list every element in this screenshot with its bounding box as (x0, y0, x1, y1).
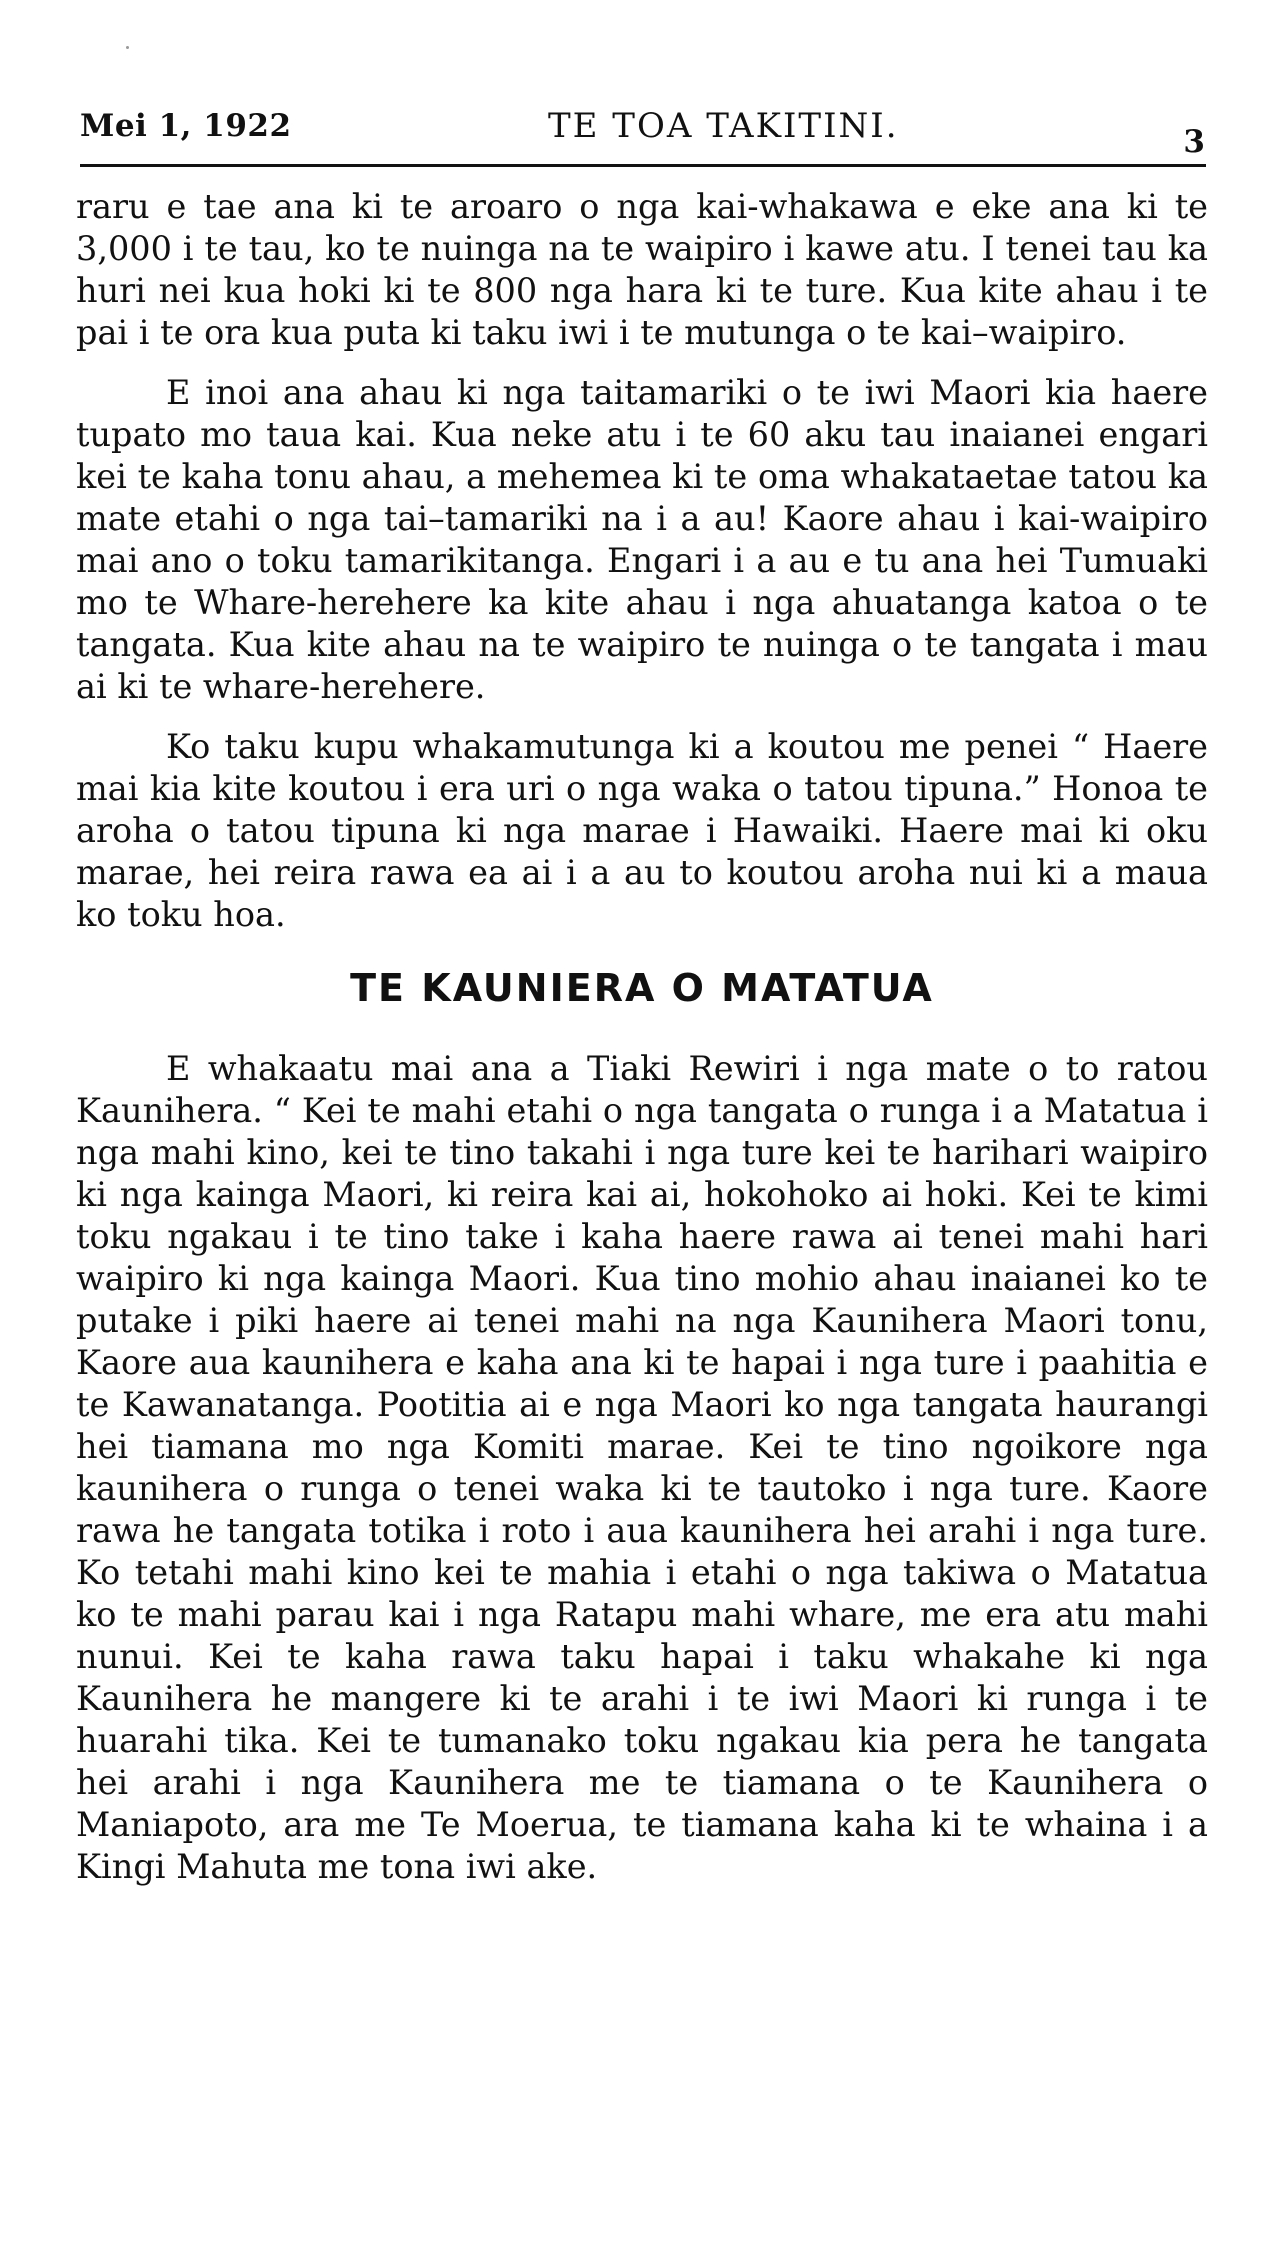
paragraph-closing-words: Ko taku kupu whakamutunga ki a koutou me penei “ Haere mai kia kite koutou i era uri o nga waka o tatou tipuna.” Honoa te aroha o tatou tipuna ki nga marae i Hawaiki. Haere mai ki oku marae, hei reira rawa ea ai i a au to koutou aroha nui ki a maua ko toku hoa. (76, 727, 1208, 934)
page-number: 3 (1183, 124, 1205, 160)
paragraph-advice-to-youth: E inoi ana ahau ki nga taitamariki o te iwi Maori kia haere tupato mo taua kai. Kua neke atu i te 60 aku tau inaianei engari kei te kaha tonu ahau, a mehemea ki te oma whakataetae tatou ka mate etahi o nga tai–tamariki na i a au! Kaore ahau i kai-waipiro mai ano o toku tamarikitanga. Engari i a au e tu ana hei Tumuaki mo te Whare-herehere ka kite ahau i nga ahuatanga katoa o te tangata. Kua kite ahau na te waipiro te nuinga o te tangata i mau ai ki te whare-herehere. (76, 373, 1208, 706)
paragraph-matatua-council: E whakaatu mai ana a Tiaki Rewiri i nga mate o to ratou Kaunihera. “ Kei te mahi etahi o nga tangata o runga i a Matatua i nga mahi kino, kei te tino takahi i nga ture kei te harihari waipiro ki nga kainga Maori, ki reira kai ai, hokohoko ai hoki. Kei te kimi toku ngakau i te tino take i kaha haere rawa ai tenei mahi hari waipiro ki nga kainga Maori. Kua tino mohio ahau inaianei ko te putake i piki haere ai tenei mahi na nga Kaunihera Maori tonu, Kaore aua kaunihera e kaha ana ki te hapai i nga ture i paahitia e te Kawanatanga. Pootitia ai e nga Maori ko nga tangata haurangi hei tiamana mo nga Komiti marae. Kei te tino ngoikore nga kaunihera o runga o tenei waka ki te tautoko i nga ture. Kaore rawa he tangata totika i roto i aua kaunihera hei arahi i nga ture. Ko tetahi mahi kino kei te mahia i etahi o nga takiwa o Matatua ko te mahi parau kai i nga Ratapu mahi whare, me era atu mahi nunui. Kei te kaha rawa taku hapai i taku whakahe ki nga Kaunihera he mangere ki te arahi i te iwi Maori ki runga i te huarahi tika. Kei te tumanako toku ngakau kia pera he tangata hei arahi i nga Kaunihera me te tiamana o te Kaunihera o Maniapoto, ara me Te Moerua, te tiamana kaha ki te whaina i a Kingi Mahuta me tona iwi ake. (76, 1049, 1208, 1886)
publication-title: TE TOA TAKITINI. (548, 106, 899, 146)
header-date: Mei 1, 1922 (80, 108, 292, 144)
page-header (80, 102, 1205, 160)
scan-artifact-dot (126, 46, 129, 49)
section-heading: TE KAUNIERA O MATATUA (350, 966, 934, 1010)
header-rule (80, 164, 1206, 167)
article-body (76, 186, 1208, 1888)
paragraph-continued: raru e tae ana ki te aroaro o nga kai-whakawa e eke ana ki te 3,000 i te tau, ko te nuinga na te waipiro i kawe atu. I tenei tau ka huri nei kua hoki ki te 800 nga hara ki te ture. Kua kite ahau i te pai i te ora kua puta ki taku iwi i te mutunga o te kai–waipiro. (76, 187, 1208, 352)
